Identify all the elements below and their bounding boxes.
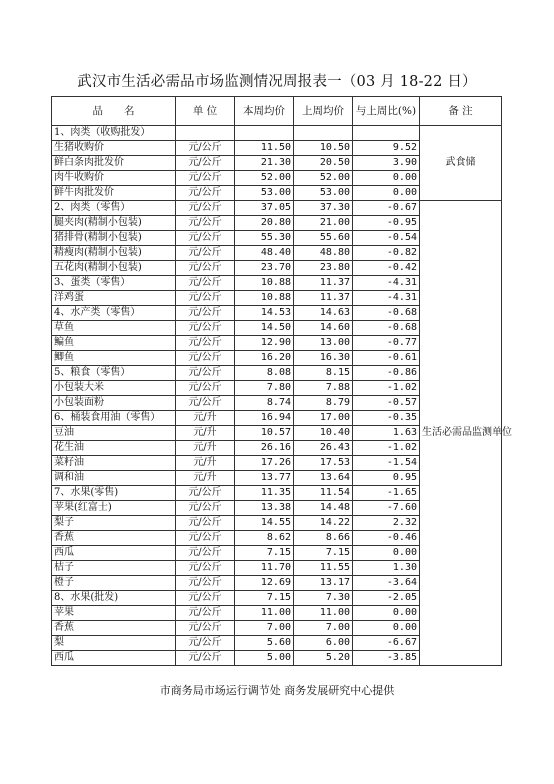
row-last-week: 5.20 — [294, 651, 353, 666]
row-name: 8、水果(批发) — [52, 591, 176, 606]
row-unit: 元/公斤 — [176, 321, 235, 336]
row-last-week: 14.22 — [294, 516, 353, 531]
row-change: 0.00 — [353, 546, 420, 561]
row-change: 9.52 — [353, 141, 420, 156]
row-this-week: 13.38 — [235, 501, 294, 516]
row-last-week: 11.00 — [294, 606, 353, 621]
row-unit: 元/升 — [176, 411, 235, 426]
row-this-week: 5.60 — [235, 636, 294, 651]
row-change: -4.31 — [353, 276, 420, 291]
row-unit: 元/公斤 — [176, 291, 235, 306]
row-name: 腿夹肉(精制小包装) — [52, 216, 176, 231]
row-unit: 元/公斤 — [176, 651, 235, 666]
row-unit: 元/公斤 — [176, 576, 235, 591]
row-unit: 元/公斤 — [176, 366, 235, 381]
row-name: 生猪收购价 — [52, 141, 176, 156]
row-name: 洋鸡蛋 — [52, 291, 176, 306]
row-unit: 元/升 — [176, 471, 235, 486]
row-change: 1.63 — [353, 426, 420, 441]
row-last-week: 11.55 — [294, 561, 353, 576]
row-this-week: 10.88 — [235, 276, 294, 291]
row-last-week: 7.15 — [294, 546, 353, 561]
row-last-week: 23.80 — [294, 261, 353, 276]
row-change: 0.00 — [353, 186, 420, 201]
row-name: 鲜白条肉批发价 — [52, 156, 176, 171]
header-row — [52, 97, 502, 126]
row-last-week: 37.30 — [294, 201, 353, 216]
row-last-week: 26.43 — [294, 441, 353, 456]
row-unit: 元/公斤 — [176, 306, 235, 321]
row-change: 1.30 — [353, 561, 420, 576]
row-unit — [176, 126, 235, 141]
row-this-week: 14.55 — [235, 516, 294, 531]
row-this-week: 20.80 — [235, 216, 294, 231]
row-last-week: 14.48 — [294, 501, 353, 516]
row-this-week: 53.00 — [235, 186, 294, 201]
row-last-week: 7.88 — [294, 381, 353, 396]
row-unit: 元/公斤 — [176, 606, 235, 621]
row-unit: 元/公斤 — [176, 486, 235, 501]
row-unit: 元/公斤 — [176, 621, 235, 636]
row-name: 苹果 — [52, 606, 176, 621]
row-unit: 元/公斤 — [176, 201, 235, 216]
row-this-week: 37.05 — [235, 201, 294, 216]
header-note: 备 注 — [420, 97, 502, 126]
row-name: 小包装大米 — [52, 381, 176, 396]
row-name: 香蕉 — [52, 531, 176, 546]
row-change: -1.65 — [353, 486, 420, 501]
row-this-week: 10.88 — [235, 291, 294, 306]
row-name: 7、水果(零售) — [52, 486, 176, 501]
header-unit: 单 位 — [176, 97, 235, 126]
row-last-week: 13.64 — [294, 471, 353, 486]
row-name: 鲫鱼 — [52, 351, 176, 366]
row-name: 五花肉(精制小包装) — [52, 261, 176, 276]
row-change: -0.67 — [353, 201, 420, 216]
row-this-week: 7.80 — [235, 381, 294, 396]
row-change: 0.00 — [353, 171, 420, 186]
row-last-week: 16.30 — [294, 351, 353, 366]
row-name: 5、粮食（零售） — [52, 366, 176, 381]
row-this-week: 11.70 — [235, 561, 294, 576]
row-change: -2.05 — [353, 591, 420, 606]
row-name: 精瘦肉(精制小包装) — [52, 246, 176, 261]
row-this-week: 16.20 — [235, 351, 294, 366]
table-row — [52, 201, 502, 216]
row-change: 2.32 — [353, 516, 420, 531]
row-last-week: 8.15 — [294, 366, 353, 381]
note-wushichu: 武食储 — [420, 126, 502, 201]
row-name: 西瓜 — [52, 651, 176, 666]
row-unit: 元/公斤 — [176, 591, 235, 606]
row-this-week: 14.50 — [235, 321, 294, 336]
row-this-week: 11.50 — [235, 141, 294, 156]
row-change: -0.82 — [353, 246, 420, 261]
row-change: -0.95 — [353, 216, 420, 231]
row-unit: 元/升 — [176, 426, 235, 441]
row-unit: 元/公斤 — [176, 396, 235, 411]
row-name: 梨子 — [52, 516, 176, 531]
row-this-week: 21.30 — [235, 156, 294, 171]
row-this-week: 8.62 — [235, 531, 294, 546]
row-change: -1.02 — [353, 441, 420, 456]
row-change: -0.61 — [353, 351, 420, 366]
row-change: -0.35 — [353, 411, 420, 426]
row-last-week: 13.00 — [294, 336, 353, 351]
row-unit: 元/公斤 — [176, 531, 235, 546]
row-last-week: 10.50 — [294, 141, 353, 156]
row-change — [353, 126, 420, 141]
note-monitoring-unit: 生活必需品监测单位 — [420, 201, 502, 666]
row-change: -1.02 — [353, 381, 420, 396]
row-this-week: 8.08 — [235, 366, 294, 381]
row-name: 香蕉 — [52, 621, 176, 636]
row-this-week — [235, 126, 294, 141]
row-change: 0.00 — [353, 621, 420, 636]
row-unit: 元/公斤 — [176, 261, 235, 276]
row-name: 鲜牛肉批发价 — [52, 186, 176, 201]
row-this-week: 12.90 — [235, 336, 294, 351]
header-change: 与上周比(%) — [353, 97, 420, 126]
row-last-week: 48.80 — [294, 246, 353, 261]
row-last-week: 17.00 — [294, 411, 353, 426]
row-change: 0.95 — [353, 471, 420, 486]
row-last-week: 13.17 — [294, 576, 353, 591]
row-unit: 元/公斤 — [176, 501, 235, 516]
row-change: 3.90 — [353, 156, 420, 171]
row-change: -0.42 — [353, 261, 420, 276]
row-change: -0.68 — [353, 306, 420, 321]
row-change: -0.77 — [353, 336, 420, 351]
row-change: -6.67 — [353, 636, 420, 651]
row-unit: 元/公斤 — [176, 246, 235, 261]
row-unit: 元/公斤 — [176, 216, 235, 231]
row-this-week: 7.00 — [235, 621, 294, 636]
row-unit: 元/公斤 — [176, 636, 235, 651]
row-unit: 元/公斤 — [176, 351, 235, 366]
row-name: 西瓜 — [52, 546, 176, 561]
row-this-week: 8.74 — [235, 396, 294, 411]
row-change: -3.85 — [353, 651, 420, 666]
row-this-week: 13.77 — [235, 471, 294, 486]
row-last-week: 7.30 — [294, 591, 353, 606]
row-name: 菜籽油 — [52, 456, 176, 471]
row-last-week: 14.63 — [294, 306, 353, 321]
row-unit: 元/公斤 — [176, 561, 235, 576]
row-unit: 元/公斤 — [176, 231, 235, 246]
row-last-week: 8.79 — [294, 396, 353, 411]
table-row — [52, 126, 502, 141]
row-last-week: 14.60 — [294, 321, 353, 336]
row-change: -0.46 — [353, 531, 420, 546]
row-name: 花生油 — [52, 441, 176, 456]
row-last-week: 11.37 — [294, 276, 353, 291]
row-this-week: 55.30 — [235, 231, 294, 246]
row-this-week: 14.53 — [235, 306, 294, 321]
row-name: 4、水产类（零售） — [52, 306, 176, 321]
row-name: 6、桶装食用油（零售） — [52, 411, 176, 426]
row-name: 2、肉类（零售） — [52, 201, 176, 216]
header-name: 品 名 — [52, 97, 176, 126]
row-name: 桔子 — [52, 561, 176, 576]
row-this-week: 5.00 — [235, 651, 294, 666]
row-this-week: 12.69 — [235, 576, 294, 591]
row-name: 苹果(红富士) — [52, 501, 176, 516]
row-unit: 元/公斤 — [176, 171, 235, 186]
row-name: 3、蛋类（零售） — [52, 276, 176, 291]
report-title: 武汉市生活必需品市场监测情况周报表一（03 月 18-22 日） — [77, 74, 477, 90]
header-last-week: 上周均价 — [294, 97, 353, 126]
row-this-week: 11.35 — [235, 486, 294, 501]
row-unit: 元/公斤 — [176, 546, 235, 561]
table-body — [52, 126, 512, 666]
row-this-week: 26.16 — [235, 441, 294, 456]
row-last-week: 17.53 — [294, 456, 353, 471]
row-unit: 元/公斤 — [176, 156, 235, 171]
row-name: 草鱼 — [52, 321, 176, 336]
row-change: -7.60 — [353, 501, 420, 516]
row-last-week: 11.54 — [294, 486, 353, 501]
row-this-week: 11.00 — [235, 606, 294, 621]
row-change: 0.00 — [353, 606, 420, 621]
row-name: 梨 — [52, 636, 176, 651]
row-unit: 元/公斤 — [176, 276, 235, 291]
row-last-week — [294, 126, 353, 141]
row-change: -3.64 — [353, 576, 420, 591]
row-unit: 元/公斤 — [176, 381, 235, 396]
row-last-week: 20.50 — [294, 156, 353, 171]
row-this-week: 16.94 — [235, 411, 294, 426]
row-this-week: 7.15 — [235, 546, 294, 561]
row-this-week: 7.15 — [235, 591, 294, 606]
row-name: 猪排骨(精制小包装) — [52, 231, 176, 246]
row-name: 调和油 — [52, 471, 176, 486]
row-this-week: 23.70 — [235, 261, 294, 276]
row-name: 肉牛收购价 — [52, 171, 176, 186]
price-table — [51, 96, 512, 666]
row-name: 1、肉类（收购批发） — [52, 126, 176, 141]
row-this-week: 17.26 — [235, 456, 294, 471]
row-this-week: 52.00 — [235, 171, 294, 186]
row-last-week: 52.00 — [294, 171, 353, 186]
row-unit: 元/公斤 — [176, 141, 235, 156]
row-change: -0.54 — [353, 231, 420, 246]
row-last-week: 7.00 — [294, 621, 353, 636]
row-change: -1.54 — [353, 456, 420, 471]
row-change: -0.57 — [353, 396, 420, 411]
footer-source: 市商务局市场运行调节处 商务发展研究中心提供 — [159, 684, 395, 697]
row-change: -0.68 — [353, 321, 420, 336]
row-name: 小包装面粉 — [52, 396, 176, 411]
row-unit: 元/升 — [176, 441, 235, 456]
row-last-week: 10.40 — [294, 426, 353, 441]
row-last-week: 53.00 — [294, 186, 353, 201]
row-this-week: 10.57 — [235, 426, 294, 441]
row-last-week: 21.00 — [294, 216, 353, 231]
row-last-week: 11.37 — [294, 291, 353, 306]
row-last-week: 8.66 — [294, 531, 353, 546]
row-last-week: 55.60 — [294, 231, 353, 246]
row-unit: 元/公斤 — [176, 516, 235, 531]
row-name: 豆油 — [52, 426, 176, 441]
row-name: 鳊鱼 — [52, 336, 176, 351]
row-change: -4.31 — [353, 291, 420, 306]
row-name: 橙子 — [52, 576, 176, 591]
row-last-week: 6.00 — [294, 636, 353, 651]
row-unit: 元/公斤 — [176, 186, 235, 201]
row-change: -0.86 — [353, 366, 420, 381]
header-this-week: 本周均价 — [235, 97, 294, 126]
row-this-week: 48.40 — [235, 246, 294, 261]
row-unit: 元/公斤 — [176, 336, 235, 351]
row-unit: 元/升 — [176, 456, 235, 471]
